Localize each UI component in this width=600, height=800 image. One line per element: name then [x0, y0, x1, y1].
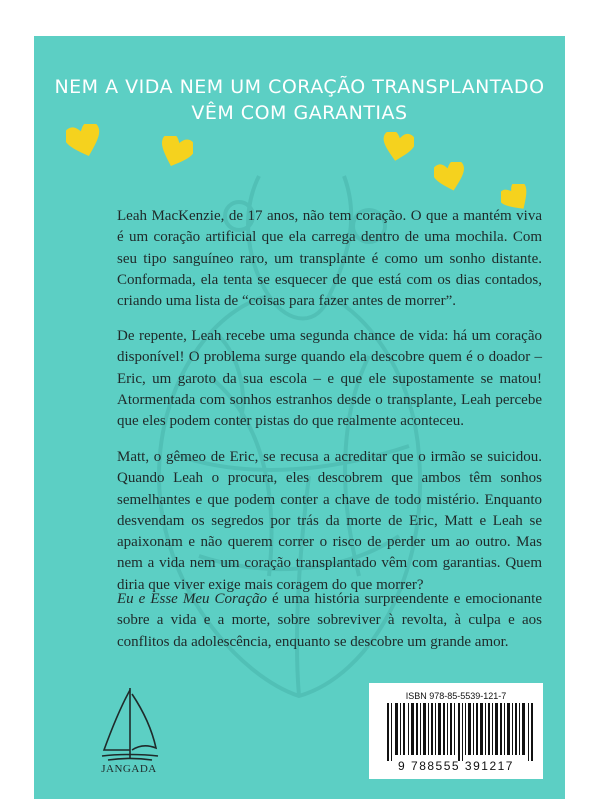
tagline: [34, 74, 565, 126]
yellow-heart-icon: [382, 132, 414, 162]
synopsis-paragraph-1: Leah MacKenzie, de 17 anos, não tem coração. O que a mantém viva é um coração artificial que ela carrega dentro de uma mochila. Com seu tipo sanguíneo raro, um transplante é como um sonho distante. Conformada, ela tenta se esquecer de que está com os dias contados, criando uma lista de “coisas para fazer antes de morrer”.: [117, 208, 542, 310]
tagline-line-1: NEM A VIDA NEM UM CORAÇÃO TRANSPLANTADO: [54, 76, 545, 98]
yellow-heart-icon: [434, 162, 466, 192]
back-cover: [34, 36, 565, 799]
yellow-heart-icon: [159, 136, 193, 168]
barcode-number: 9 788555 391217: [398, 759, 514, 773]
synopsis-paragraph-2: De repente, Leah recebe uma segunda chance de vida: há um coração disponível! O problema surge quando ela descobre quem é o doador – Eric, um garoto da sua escola – e que ele supostamente se matou! Atormentada com sonhos estranhos desde o transplante, Leah percebe que eles podem conter pistas do que realmente aconteceu.: [117, 328, 542, 430]
book-title: Eu e Esse Meu Coração: [117, 591, 268, 607]
tagline-line-2: VÊM COM GARANTIAS: [191, 102, 408, 124]
barcode-icon: [387, 703, 535, 761]
synopsis-paragraph-4: [117, 589, 542, 653]
closing-text: é uma história surpreendente e emocionante sobre a vida e a morte, sobre sobreviver à revolta, à culpa e aos conflitos da adolescência, enquanto se descobre um grande amor.: [117, 591, 542, 650]
yellow-heart-icon: [66, 124, 102, 158]
synopsis-paragraph-3: Matt, o gêmeo de Eric, se recusa a acreditar que o irmão se suicidou. Quando Leah o procura, eles descobrem que ambos têm sonhos semelhantes e que podem conter a chave de todo mistério. Enquanto desvendam os segredos por trás da morte de Eric, Matt e Leah se apaixonam e não querem correr o risco de perder um ao outro. Mas nem a vida nem um coração transplantado vêm com garantias. Quem diria que viver exige mais coragem do que morrer?: [117, 449, 542, 593]
publisher-name: JANGADA: [101, 763, 157, 775]
barcode-panel: [369, 683, 543, 779]
isbn-label: ISBN 978-85-5539-121-7: [405, 691, 507, 701]
publisher-logo-icon: [98, 684, 162, 764]
